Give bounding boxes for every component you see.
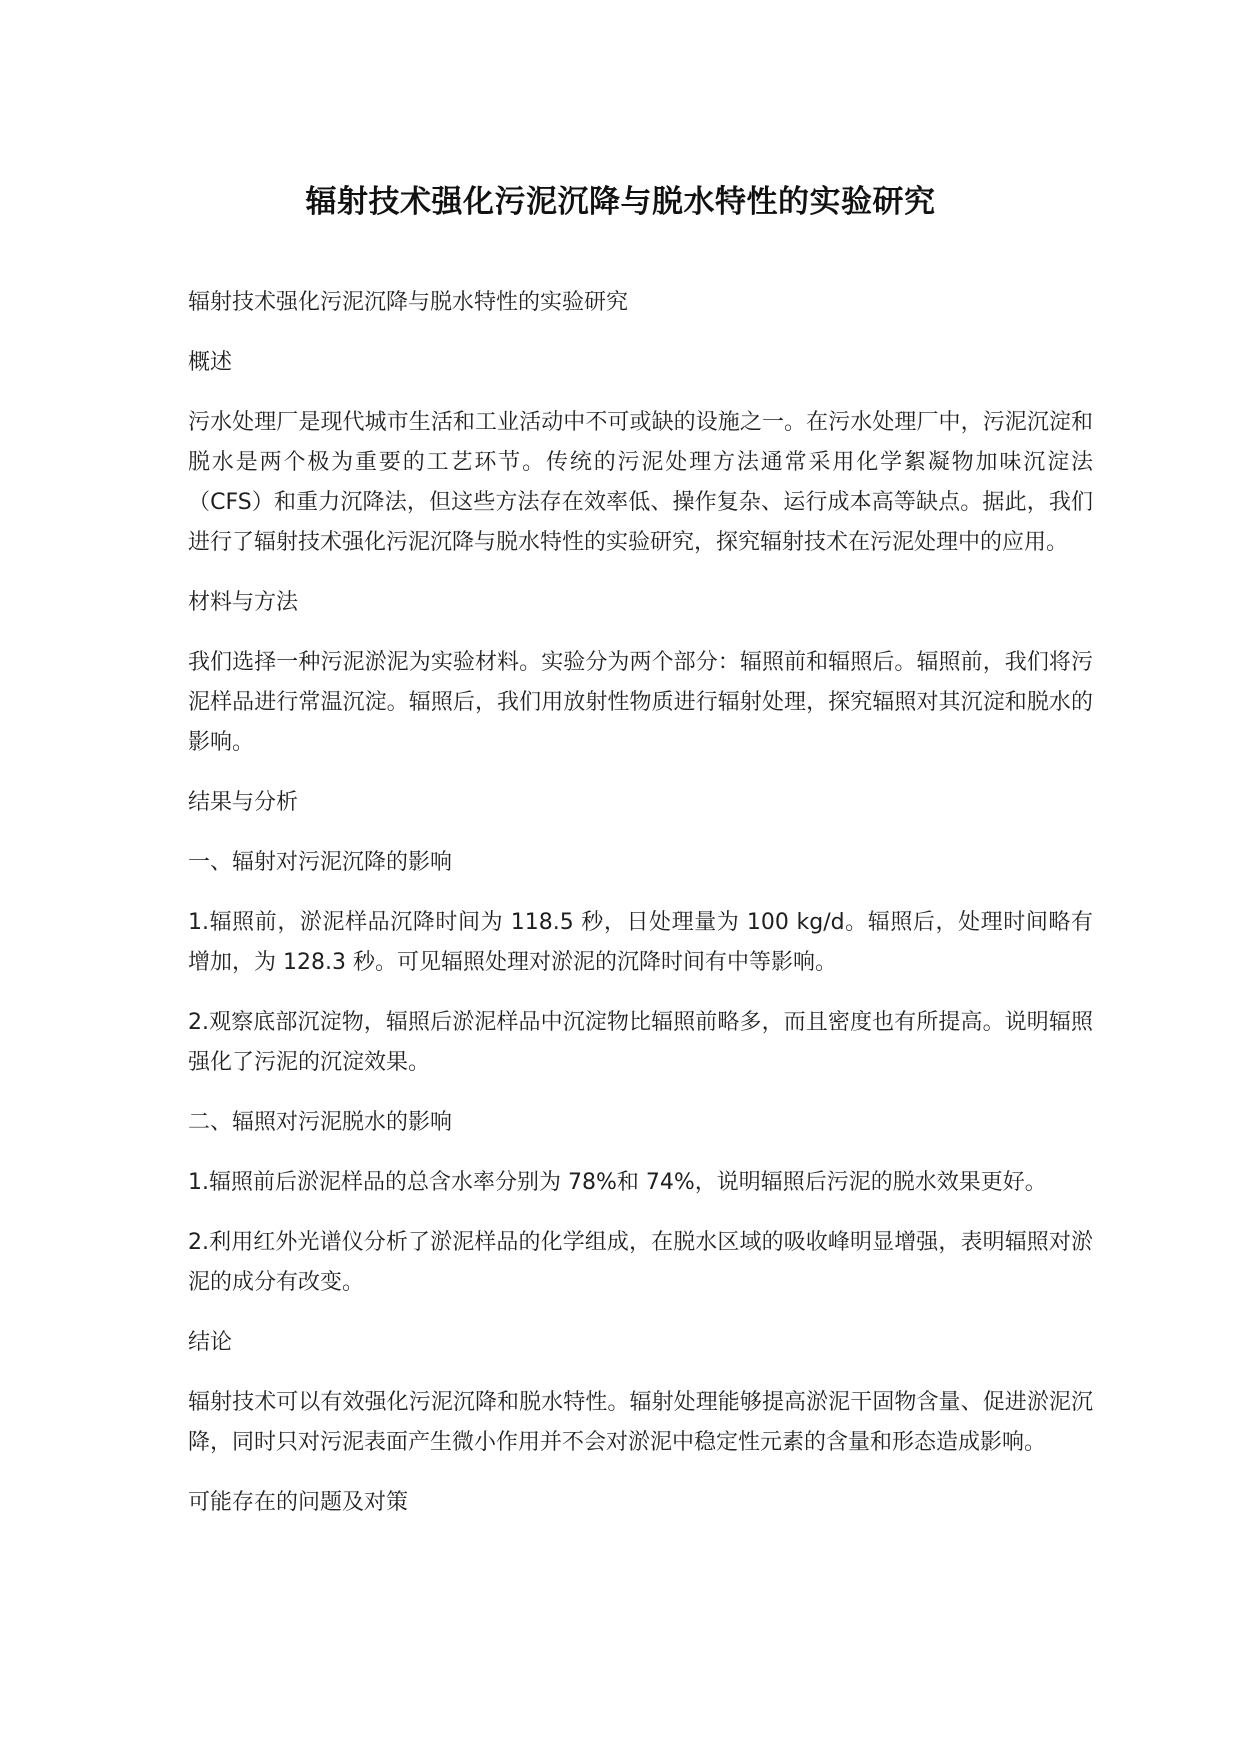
conclusion-paragraph: 辐射技术可以有效强化污泥沉降和脱水特性。辐射处理能够提高淤泥干固物含量、促进淤泥沉降，同时只对污泥表面产生微小作用并不会对淤泥中稳定性元素的含量和形态造成影响。 <box>188 1390 1093 1455</box>
results-sub2-item2: 2.利用红外光谱仪分析了淤泥样品的化学组成，在脱水区域的吸收峰明显增强，表明辐照对淤泥的成分有改变。 <box>188 1230 1093 1295</box>
conclusion-heading: 结论 <box>188 1330 233 1355</box>
results-heading: 结果与分析 <box>188 790 299 815</box>
document-subtitle: 辐射技术强化污泥沉降与脱水特性的实验研究 <box>188 290 629 315</box>
issues-heading: 可能存在的问题及对策 <box>188 1490 409 1515</box>
overview-paragraph: 污水处理厂是现代城市生活和工业活动中不可或缺的设施之一。在污水处理厂中，污泥沉淀和脱水是两个极为重要的工艺环节。传统的污泥处理方法通常采用化学絮凝物加味沉淀法（CFS）和重力沉降法，但这些方法存在效率低、操作复杂、运行成本高等缺点。据此，我们进行了辐射技术强化污泥沉降与脱水特性的实验研究，探究辐射技术在污泥处理中的应用。 <box>188 410 1093 555</box>
document-title: 辐射技术强化污泥沉降与脱水特性的实验研究 <box>305 184 936 220</box>
results-sub2-heading: 二、辐照对污泥脱水的影响 <box>188 1110 453 1135</box>
results-sub1-item1: 1.辐照前，淤泥样品沉降时间为 118.5 秒，日处理量为 100 kg/d。辐照后，处理时间略有增加，为 128.3 秒。可见辐照处理对淤泥的沉降时间有中等影响。 <box>188 910 1093 975</box>
results-sub1-heading: 一、辐射对污泥沉降的影响 <box>188 850 453 875</box>
results-sub2-item1: 1.辐照前后淤泥样品的总含水率分别为 78%和 74%，说明辐照后污泥的脱水效果更好。 <box>188 1170 1047 1195</box>
overview-heading: 概述 <box>188 350 233 375</box>
document-body <box>188 283 1093 1543</box>
results-sub1-item2: 2.观察底部沉淀物，辐照后淤泥样品中沉淀物比辐照前略多，而且密度也有所提高。说明辐照强化了污泥的沉淀效果。 <box>188 1010 1093 1075</box>
methods-paragraph: 我们选择一种污泥淤泥为实验材料。实验分为两个部分：辐照前和辐照后。辐照前，我们将污泥样品进行常温沉淀。辐照后，我们用放射性物质进行辐射处理，探究辐照对其沉淀和脱水的影响。 <box>188 650 1093 755</box>
methods-heading: 材料与方法 <box>188 590 299 615</box>
